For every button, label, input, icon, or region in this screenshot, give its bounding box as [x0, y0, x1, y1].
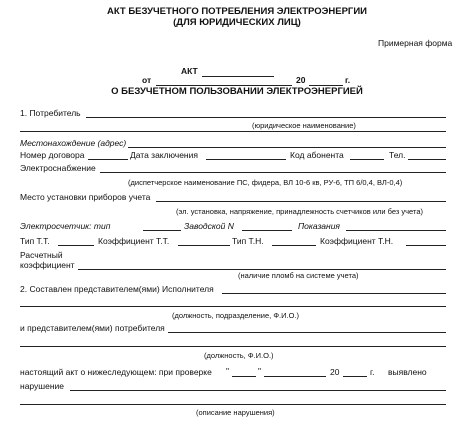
violation-line-2 — [20, 404, 446, 405]
subscriber-code-label: Код абонента — [290, 150, 344, 160]
tt-coef-label: Коэффициент Т.Т. — [98, 236, 170, 246]
detected-label: выявлено — [388, 367, 427, 377]
consumer-line — [86, 117, 446, 118]
location-line — [128, 147, 446, 148]
serial-number-label: Заводской N — [184, 221, 234, 231]
year-suffix: г. — [345, 75, 351, 85]
tt-type-line — [58, 245, 94, 246]
meter-place-label: Место установки приборов учета — [20, 192, 151, 202]
seals-hint: (наличие пломб на системе учета) — [238, 271, 359, 280]
document-subtitle: О БЕЗУЧЕТНОМ ПОЛЬЗОВАНИИ ЭЛЕКТРОЭНЕРГИЕЙ — [111, 86, 363, 97]
readings-label: Показания — [298, 221, 340, 231]
date-from-label: от — [142, 75, 152, 85]
violation-year-line — [343, 376, 367, 377]
tn-type-label: Тип Т.Н. — [232, 236, 264, 246]
statement-label: настоящий акт о нижеследующем: при проверке — [20, 367, 212, 377]
sample-form-label: Примерная форма — [378, 38, 453, 48]
consumer-rep-line-2 — [20, 346, 446, 347]
act-label: АКТ — [181, 66, 198, 76]
month-line — [264, 376, 326, 377]
consumer-rep-label: и представителем(ями) потребителя — [20, 323, 165, 333]
document-title-sub: (ДЛЯ ЮРИДИЧЕСКИХ ЛИЦ) — [173, 17, 301, 28]
consumer-line-2 — [20, 131, 446, 132]
tn-coef-line — [406, 245, 446, 246]
phone-label: Тел. — [389, 150, 406, 160]
compiled-by-line-2 — [20, 306, 446, 307]
dispatch-hint: (диспетчерское наименование ПС, фидера, ВЛ 10-6 кв, РУ-6, ТП 6/0,4, ВЛ-0,4) — [128, 178, 403, 187]
compiled-by-line — [222, 293, 446, 294]
consumer-label: 1. Потребитель — [20, 108, 81, 118]
consumer-rep-hint: (должность, Ф.И.О.) — [204, 351, 274, 360]
tn-coef-label: Коэффициент Т.Н. — [320, 236, 394, 246]
executor-hint: (должность, подразделение, Ф.И.О.) — [172, 311, 300, 320]
consumer-hint: (юридическое наименование) — [252, 121, 356, 130]
meter-type-label: Электросчетчик: тип — [20, 221, 111, 231]
location-label: Местонахождение (адрес) — [20, 138, 127, 148]
document-title: АКТ БЕЗУЧЕТНОГО ПОТРЕБЛЕНИЯ ЭЛЕКТРОЭНЕРГИИ — [107, 6, 367, 17]
contract-number-line — [88, 159, 128, 160]
calc-coef-label-2: коэффициент — [20, 260, 75, 270]
meter-place-line — [156, 201, 446, 202]
serial-number-line — [242, 230, 292, 231]
quote-open: " — [226, 366, 230, 376]
tt-coef-line — [178, 245, 230, 246]
power-supply-label: Электроснабжение — [20, 163, 96, 173]
meter-type-line — [143, 230, 181, 231]
calc-coef-label-1: Расчетный — [20, 250, 63, 260]
contract-date-line — [206, 159, 286, 160]
quote-close: " — [258, 366, 262, 376]
violation-label: нарушение — [20, 381, 65, 391]
phone-line — [408, 159, 446, 160]
consumer-rep-line — [168, 332, 446, 333]
calc-coef-line — [78, 269, 446, 270]
act-number-line — [202, 76, 274, 77]
day-line — [232, 376, 256, 377]
violation-year-suffix: г. — [370, 367, 375, 377]
contract-date-label: Дата заключения — [130, 150, 198, 160]
contract-number-label: Номер договора — [20, 150, 85, 160]
violation-year-prefix: 20 — [330, 367, 340, 377]
violation-line — [70, 390, 446, 391]
year-prefix: 20 — [296, 75, 306, 85]
compiled-by-label: 2. Составлен представителем(ями) Исполнителя — [20, 284, 214, 294]
violation-hint: (описание нарушения) — [196, 408, 275, 417]
power-supply-line — [100, 172, 446, 173]
tn-type-line — [272, 245, 316, 246]
tt-type-label: Тип Т.Т. — [20, 236, 50, 246]
readings-line — [346, 230, 446, 231]
meter-place-hint: (эл. установка, напряжение, принадлежность счетчиков или без учета) — [176, 207, 423, 216]
subscriber-code-line — [350, 159, 384, 160]
